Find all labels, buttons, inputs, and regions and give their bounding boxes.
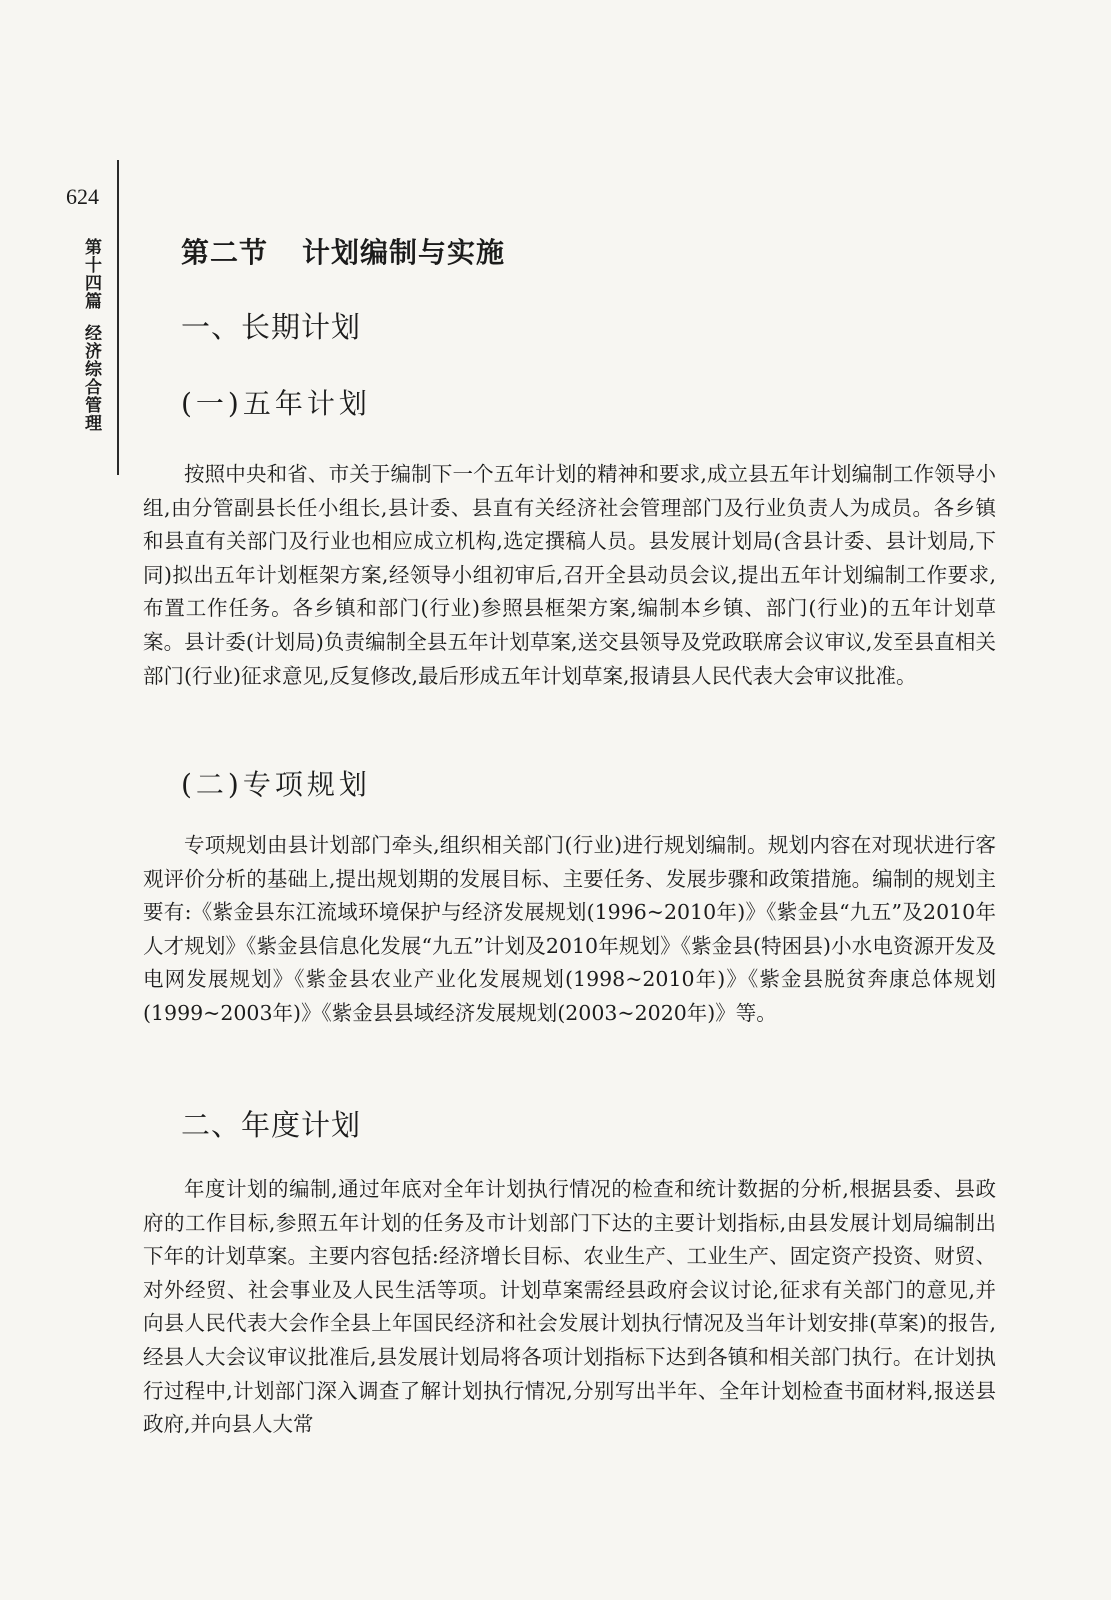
heading-annual-plan: 二、年度计划 xyxy=(181,1108,362,1142)
running-header xyxy=(76,238,100,432)
paragraph-annual-plan: 年度计划的编制,通过年底对全年计划执行情况的检查和统计数据的分析,根据县委、县政府的工作目标,参照五年计划的任务及市计划部门下达的主要计划指标,由县发展计划局编制出下年的计划草案。主要内容包括:经济增长目标、农业生产、工业生产、固定资产投资、财贸、对外经贸、社会事业及人民生活等项。计划草案需经县政府会议讨论,征求有关部门的意见,并向县人民代表大会作全县上年国民经济和社会发展计划执行情况及当年计划安排(草案)的报告,经县人大会议审议批准后,县发展计划局将各项计划指标下达到各镇和相关部门执行。在计划执行过程中,计划部门深入调查了解计划执行情况,分别写出半年、全年计划检查书面材料,报送县政府,并向县人大常 xyxy=(143,1177,996,1437)
section-title xyxy=(181,231,505,271)
paragraph-five-year-plan: 按照中央和省、市关于编制下一个五年计划的精神和要求,成立县五年计划编制工作领导小组,由分管副县长任小组长,县计委、县直有关经济社会管理部门及行业负责人为成员。各乡镇和县直有关部门及行业也相应成立机构,选定撰稿人员。县发展计划局(含县计委、县计划局,下同)拟出五年计划框架方案,经领导小组初审后,召开全县动员会议,提出五年计划编制工作要求,布置工作任务。各乡镇和部门(行业)参照县框架方案,编制本乡镇、部门(行业)的五年计划草案。县计委(计划局)负责编制全县五年计划草案,送交县领导及党政联席会议审议,发至县直相关部门(行业)征求意见,反复修改,最后形成五年计划草案,报请县人民代表大会审议批准。 xyxy=(143,462,996,688)
heading-long-term-plan: 一、长期计划 xyxy=(181,310,362,344)
running-header-title: 经济综合管理 xyxy=(81,324,101,432)
section-number: 第二节 xyxy=(181,236,269,269)
section-title-text: 计划编制与实施 xyxy=(302,236,506,269)
heading-special-planning: (二)专项规划 xyxy=(181,768,371,801)
margin-divider xyxy=(117,160,119,475)
page-number: 624 xyxy=(66,184,99,209)
running-header-part: 第十四篇 xyxy=(81,238,101,310)
heading-five-year-plan: (一)五年计划 xyxy=(181,387,371,420)
paragraph-special-planning: 专项规划由县计划部门牵头,组织相关部门(行业)进行规划编制。规划内容在对现状进行客观评价分析的基础上,提出规划期的发展目标、主要任务、发展步骤和政策措施。编制的规划主要有:《紫金县东江流域环境保护与经济发展规划(1996~2010年)》《紫金县“九五”及2010年人才规划》《紫金县信息化发展“九五”计划及2010年规划》《紫金县(特困县)小水电资源开发及电网发展规划》《紫金县农业产业化发展规划(1998~2010年)》《紫金县脱贫奔康总体规划(1999~2003年)》《紫金县县域经济发展规划(2003~2020年)》等。 xyxy=(143,833,996,1025)
